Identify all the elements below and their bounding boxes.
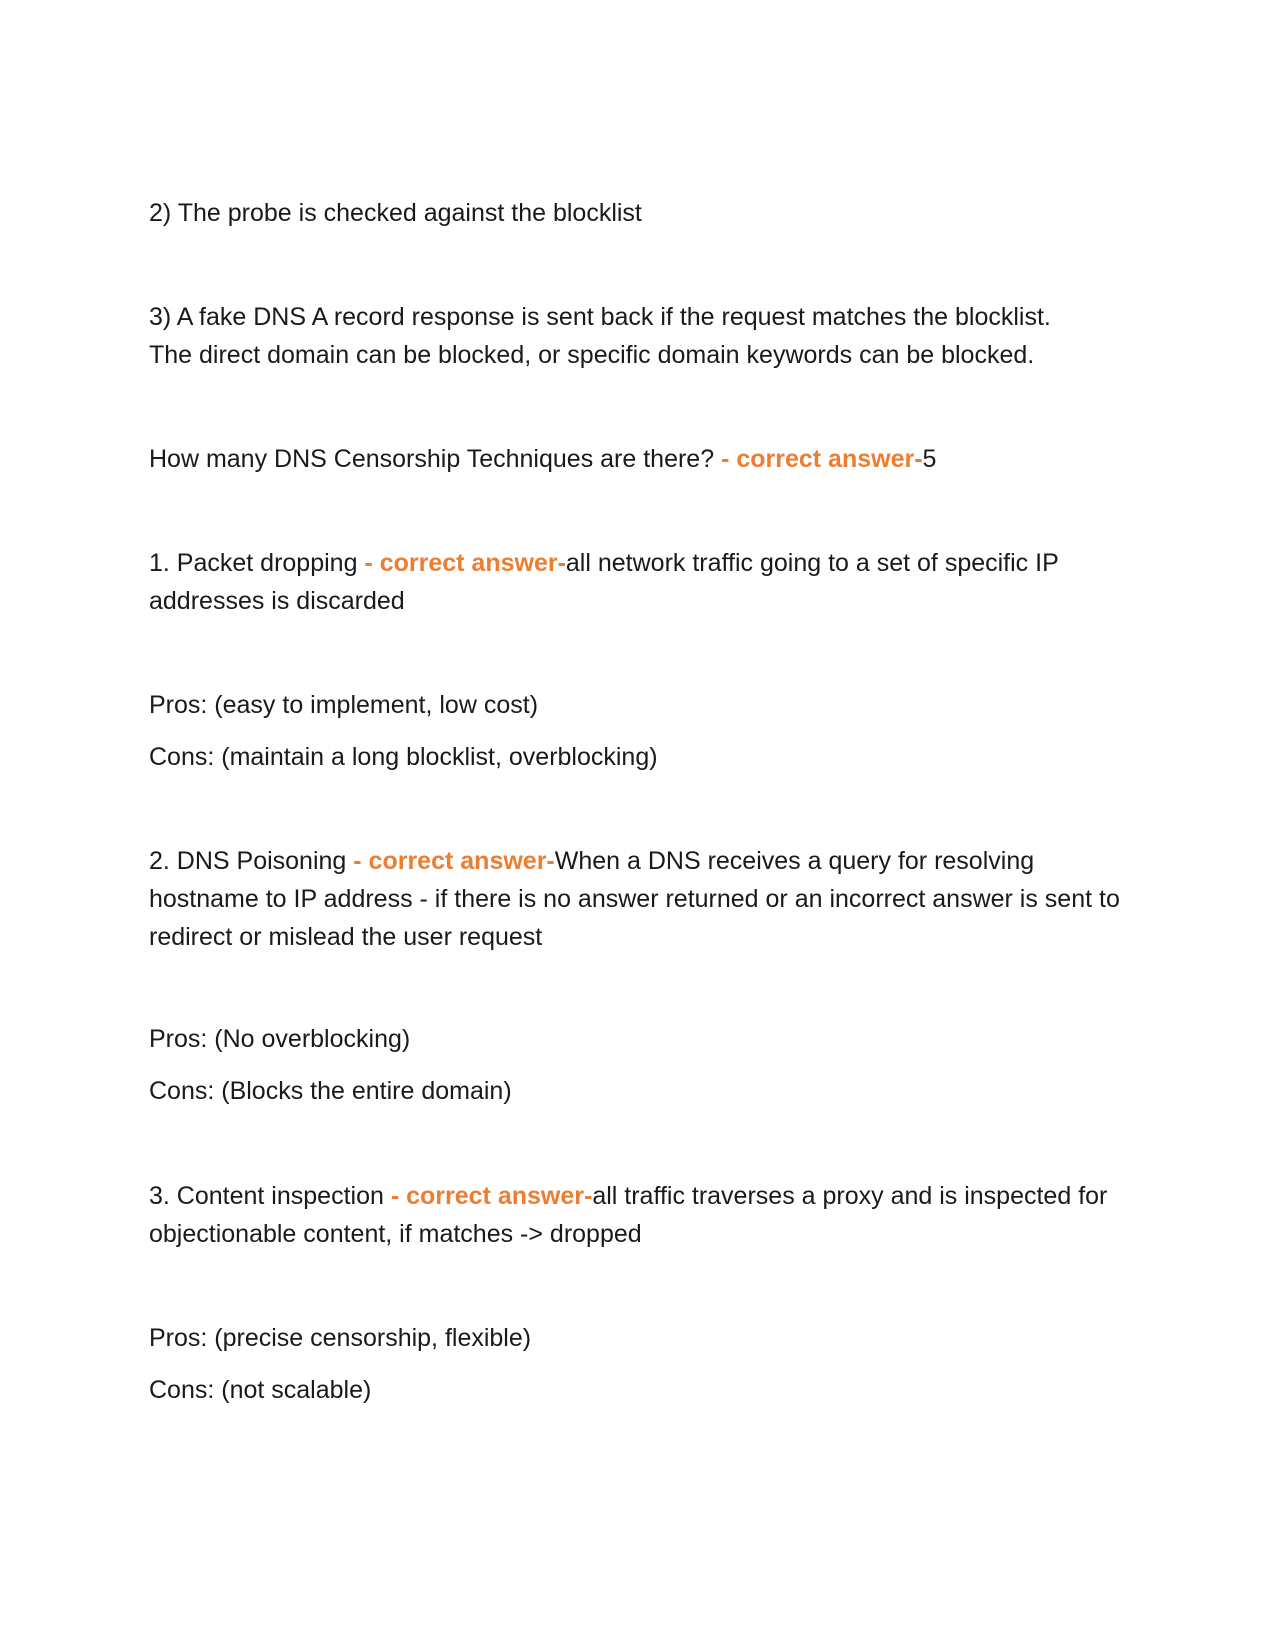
cons-content-inspection — [149, 1371, 1129, 1409]
term-content-inspection — [149, 1177, 1129, 1253]
answer-text: all network traffic going to a set of specific IP addresses is discarded — [149, 549, 1059, 615]
cons-text: Cons: (Blocks the entire domain) — [149, 1077, 512, 1105]
pros-text: Pros: (No overblocking) — [149, 1025, 411, 1053]
term-text: 3. Content inspection — [149, 1182, 384, 1210]
cons-text: Cons: (maintain a long blocklist, overblocking) — [149, 743, 658, 771]
cons-dns-poisoning — [149, 1072, 1129, 1110]
question-technique-count — [149, 440, 1129, 478]
correct-answer-marker: - correct answer- — [353, 847, 555, 875]
paragraph-text: 2) The probe is checked against the blocklist — [149, 199, 642, 227]
term-text: 1. Packet dropping — [149, 549, 358, 577]
term-packet-dropping — [149, 544, 1129, 620]
cons-text: Cons: (not scalable) — [149, 1376, 372, 1404]
paragraph-probe-check — [149, 194, 1129, 232]
term-dns-poisoning — [149, 842, 1129, 956]
paragraph-line-1: 3) A fake DNS A record response is sent back if the request matches the blocklist. — [149, 303, 1051, 331]
cons-packet-dropping — [149, 738, 1129, 776]
paragraph-line-2: The direct domain can be blocked, or specific domain keywords can be blocked. — [149, 341, 1035, 369]
pros-content-inspection — [149, 1319, 1129, 1357]
paragraph-fake-dns — [149, 298, 1129, 374]
pros-text: Pros: (easy to implement, low cost) — [149, 691, 539, 719]
correct-answer-marker: - correct answer- — [390, 1182, 593, 1210]
pros-text: Pros: (precise censorship, flexible) — [149, 1324, 532, 1352]
answer-text: all traffic traverses a proxy and is inspected for objectionable content, if matches -> dropped — [149, 1182, 1108, 1248]
question-text: How many DNS Censorship Techniques are there? — [149, 445, 715, 473]
pros-packet-dropping — [149, 686, 1129, 724]
answer-text: 5 — [922, 445, 937, 473]
correct-answer-marker: - correct answer- — [721, 445, 923, 473]
correct-answer-marker: - correct answer- — [364, 549, 566, 577]
pros-dns-poisoning — [149, 1020, 1129, 1058]
term-text: 2. DNS Poisoning — [149, 847, 347, 875]
answer-text: When a DNS receives a query for resolving hostname to IP address - if there is no answer returned or an incorrect answer is sent to redirect or mislead the user request — [149, 847, 1120, 951]
